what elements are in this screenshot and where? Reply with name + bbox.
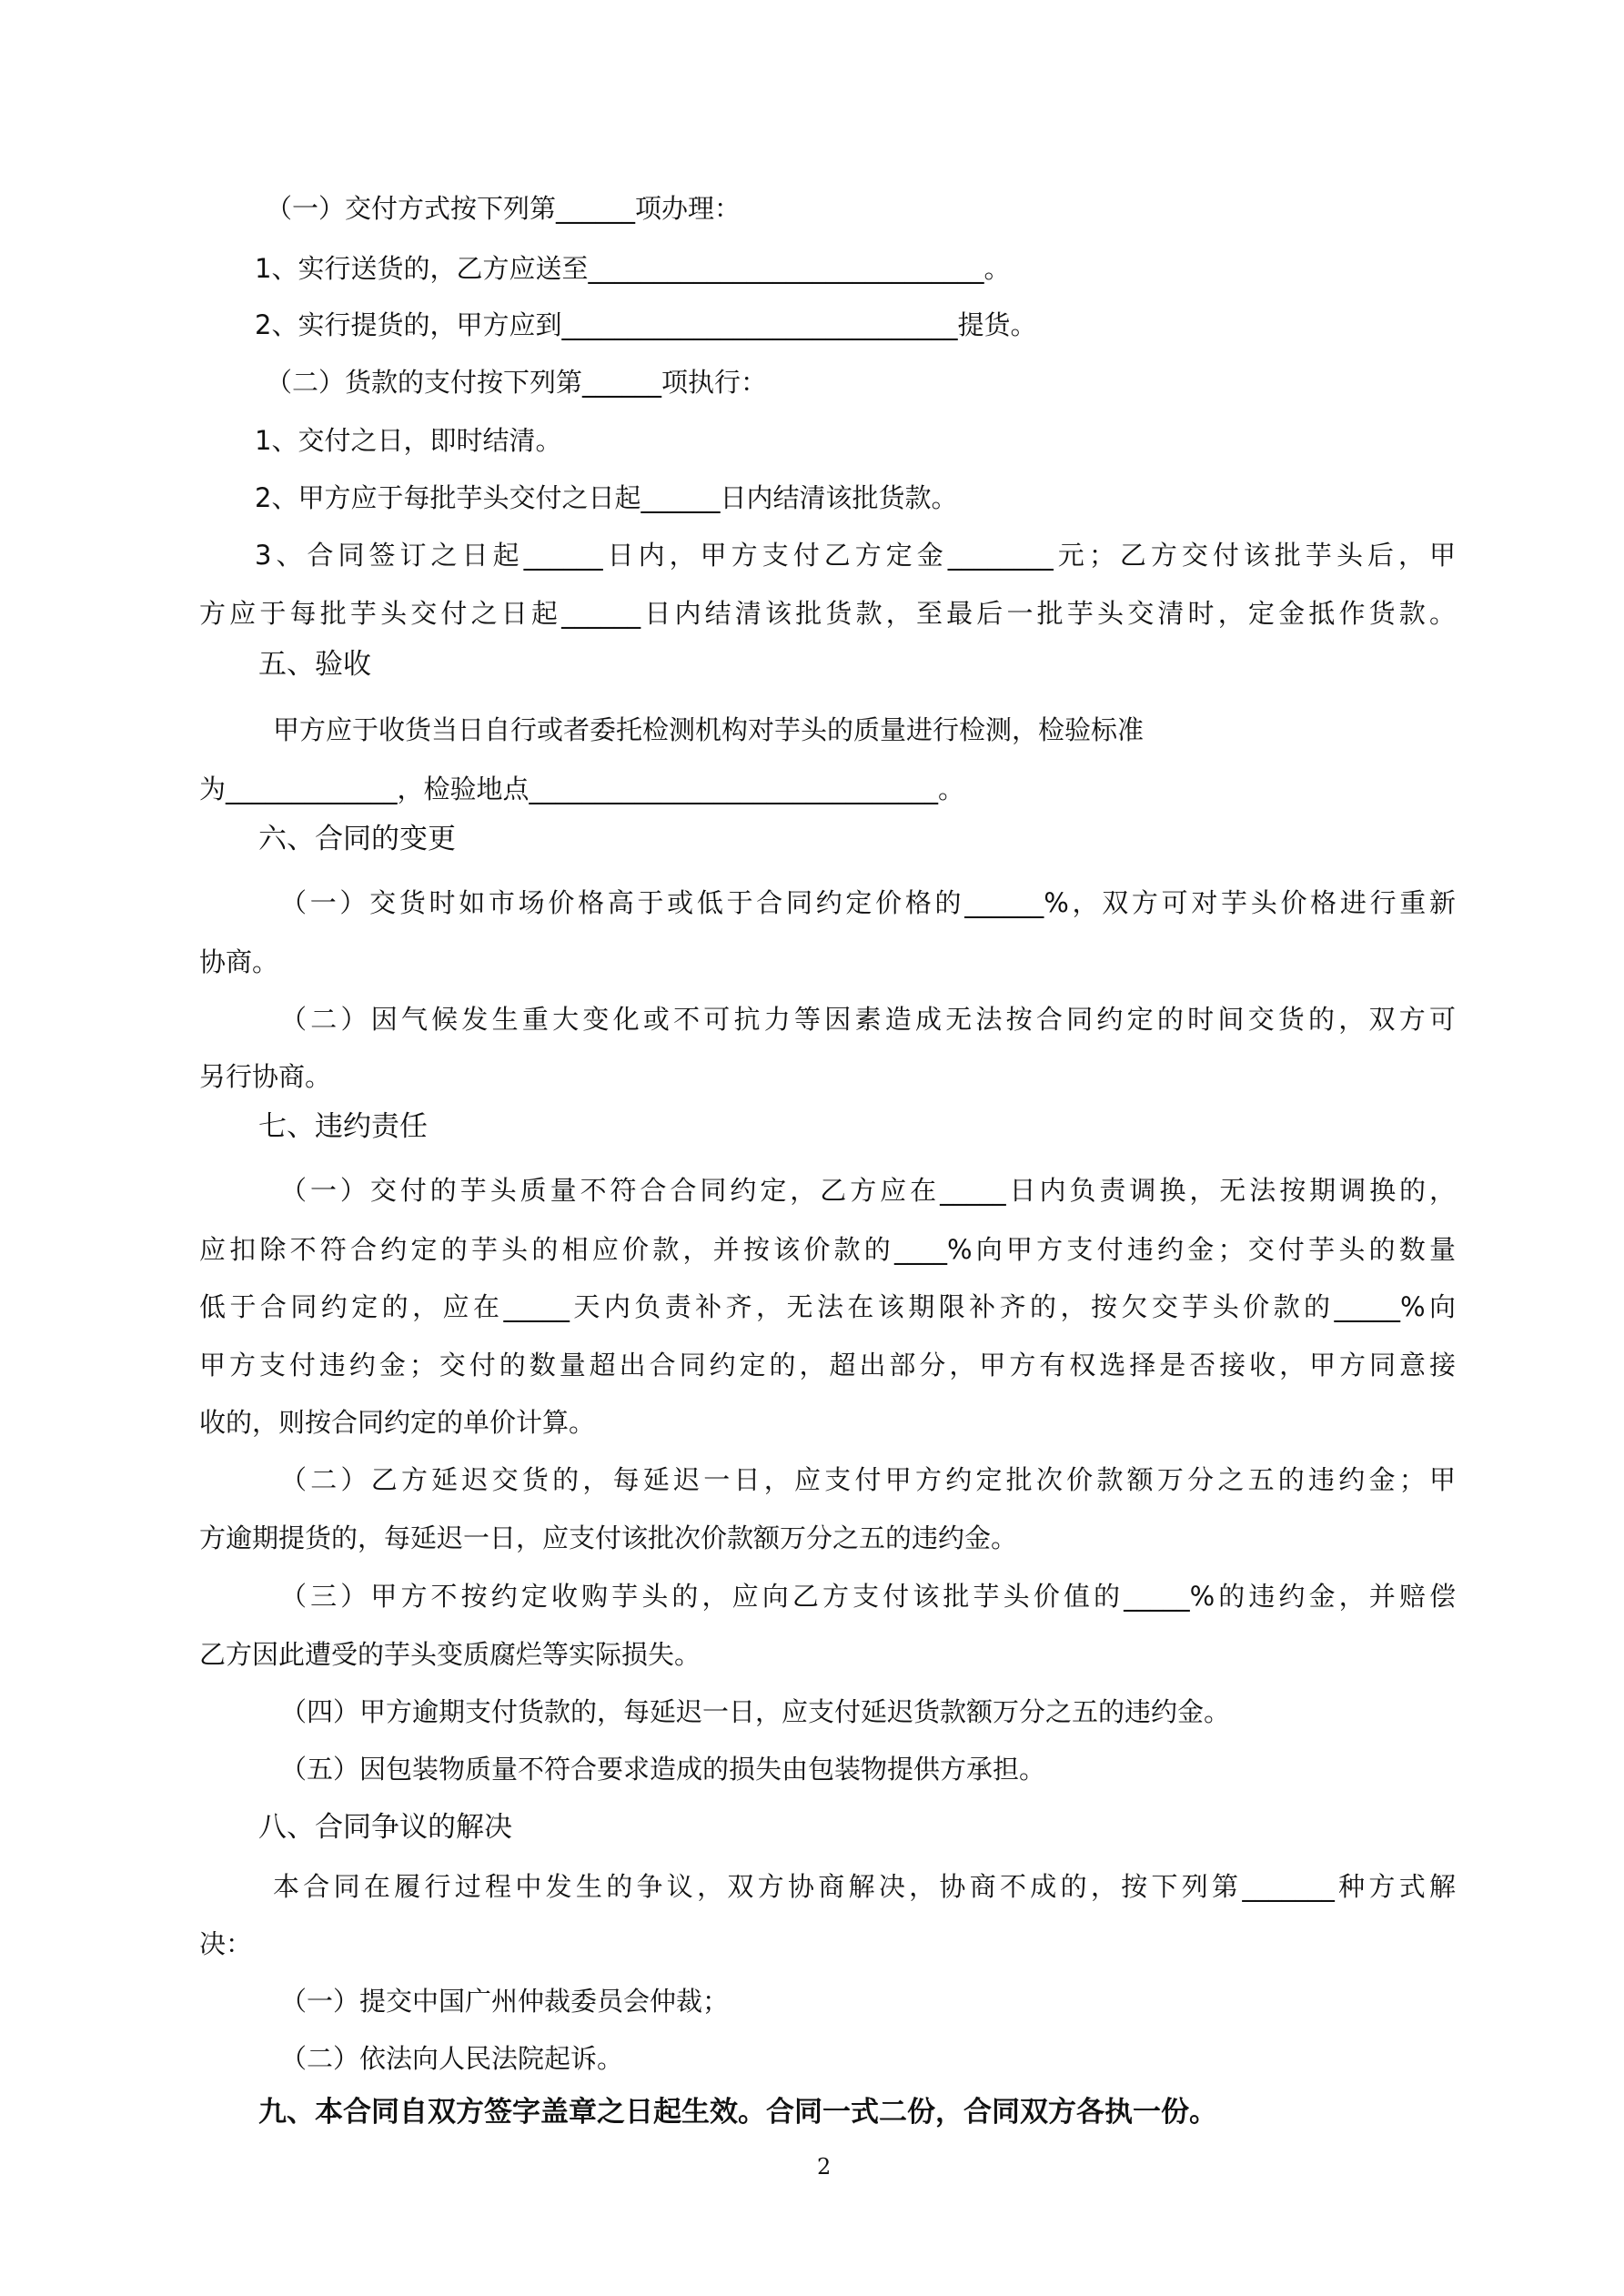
clause-line: 方逾期提货的，每延迟一日，应支付该批次价款额万分之五的违约金。 (199, 1522, 1018, 1553)
clause-line: 甲方支付违约金；交付的数量超出合同约定的，超出部分，甲方有权选择是否接收，甲方同意接 (199, 1350, 1456, 1381)
section-heading: 五、验收 (258, 648, 371, 681)
clause-line: 低于合同约定的，应在_____天内负责补齐，无法在该期限补齐的，按欠交芋头价款的_____%向 (199, 1291, 1456, 1322)
clause-line: 甲方应于收货当日自行或者委托检测机构对芋头的质量进行检测，检验标准 (273, 714, 1145, 745)
clause-line: （二）依法向人民法院起诉。 (280, 2043, 624, 2074)
clause-line: （二）货款的支付按下列第______项执行： (266, 367, 768, 398)
clause-line: （一）提交中国广州仲裁委员会仲裁； (280, 1986, 730, 2017)
clause-line: 本合同在履行过程中发生的争议，双方协商解决，协商不成的，按下列第_______种方式解 (273, 1871, 1456, 1902)
clause-line: 决： (199, 1928, 253, 1959)
clause-line: 3、合同签订之日起______日内，甲方支付乙方定金________元；乙方交付该批芋头后，甲 (255, 540, 1456, 571)
clause-line: 协商。 (199, 946, 279, 977)
clause-line: （一）交货时如市场价格高于或低于合同约定价格的______%，双方可对芋头价格进行重新 (280, 887, 1456, 918)
clause-line: （二）因气候发生重大变化或不可抗力等因素造成无法按合同约定的时间交货的，双方可 (280, 1004, 1456, 1035)
clause-line: （五）因包装物质量不符合要求造成的损失由包装物提供方承担。 (280, 1754, 1046, 1785)
clause-line: 收的，则按合同约定的单价计算。 (199, 1407, 596, 1438)
section-heading: 九、本合同自双方签字盖章之日起生效。合同一式二份，合同双方各执一份。 (258, 2096, 1217, 2129)
clause-line: 乙方因此遭受的芋头变质腐烂等实际损失。 (199, 1639, 701, 1670)
clause-line: （一）交付的芋头质量不符合合同约定，乙方应在_____日内负责调换，无法按期调换的， (280, 1175, 1456, 1206)
clause-line: （一）交付方式按下列第______项办理： (266, 193, 741, 224)
section-heading: 八、合同争议的解决 (258, 1811, 512, 1844)
clause-line: 另行协商。 (199, 1061, 332, 1092)
clause-line: 1、实行送货的，乙方应送至______________________________。 (255, 253, 1011, 284)
clause-line: （三）甲方不按约定收购芋头的，应向乙方支付该批芋头价值的_____%的违约金，并赔偿 (280, 1581, 1456, 1612)
section-heading: 七、违约责任 (258, 1110, 428, 1143)
clause-line: 1、交付之日，即时结清。 (255, 425, 562, 456)
clause-line: 2、实行提货的，甲方应到______________________________提货。 (255, 309, 1037, 340)
clause-line: 为_____________，检验地点_______________________________。 (199, 774, 965, 804)
clause-line: 方应于每批芋头交付之日起______日内结清该批货款，至最后一批芋头交清时，定金抵作货款。 (199, 598, 1456, 629)
clause-line: 2、甲方应于每批芋头交付之日起______日内结清该批货款。 (255, 482, 958, 513)
section-heading: 六、合同的变更 (258, 823, 456, 855)
clause-line: （四）甲方逾期支付货款的，每延迟一日，应支付延迟货款额万分之五的违约金。 (280, 1696, 1231, 1727)
clause-line: （二）乙方延迟交货的，每延迟一日，应支付甲方约定批次价款额万分之五的违约金；甲 (280, 1464, 1456, 1495)
page-number: 2 (817, 2154, 832, 2180)
clause-line: 应扣除不符合约定的芋头的相应价款，并按该价款的____%向甲方支付违约金；交付芋头的数量 (199, 1234, 1456, 1265)
